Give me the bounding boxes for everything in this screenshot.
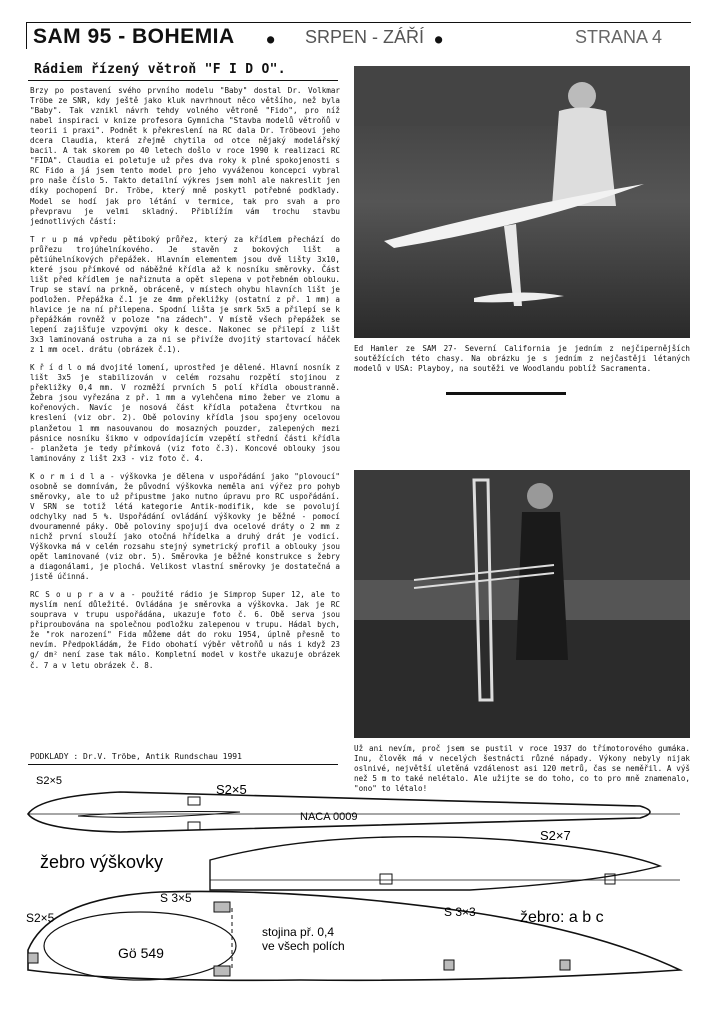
- wing-rib-outline: [28, 891, 680, 980]
- label-s3x3: S 3×3: [444, 905, 476, 919]
- label-elevator-rib: žebro výškovky: [40, 852, 164, 872]
- caption-divider: [446, 392, 566, 395]
- paragraph-souprava: RC S o u p r a v a - použité rádio je Simprop Super 12, ale to myslím není důležité. Ovládána je směrovka a výškovka. Jak je RC souprava v trupu uspořádána, ukazuje foto č. 6. Obě serva jsou připroubována na společnou podložku zalepenou v trupu. Hádal bych, že "rok narození" Fida můžeme dát do roku 1954, úplně přesně to nevím. Předpokládám, že Fido obohatí výběr větroňů u nás i když 23 g/ dm² není zase tak málo. Kompletní model v kostře ukazuje obrázek č. 7 a v letu obrázek č. 8.: [30, 590, 340, 670]
- label-go549: Gö 549: [118, 945, 164, 961]
- photo-caption-1: Ed Hamler ze SAM 27- Severní California je jedním z nejčipernějších soutěžících této chasy. Na obrázku je s jedním z nejčastěji létaných modelů v USA: Playboy, na soutěži ve Woodlandu poblíž Sacramenta.: [354, 344, 690, 374]
- paragraph-intro: Brzy po postavení svého prvního modelu "Baby" dostal Dr. Volkmar Tröbe ze SNR, kdy ještě jako kluk navrhnout něco většího, než byla "Baby". Tak vznikl návrh tehdy volného větroně "Fido", pro níž nabel inspiraci v knize profesora Gymnicha "Stavba modelů větroňů v teorii i praxi". Podnět k překreslení na RC dala Dr. Tröbeovi jeho dcera Claudia, která zřejmě chytila od otce nějaký modelářský bacil. A tak skorem po 40 letech došlo v roce 1990 k realizaci RC "FIDA". Claudia ei poletuje už přes dva roky k plné spokojenosti s RC Fido a já jsem tento model pro jeho vyváženou koncepci vybral pro naše číslo 5. Takto detailní výkres jsem mohl ale nakreslit jen díky pochopení Dr. Tröbe, který mně poskytl potřebné podklady. Model se hodí jak pro létání v termice, tak pro svah a pro převpravu je velmi skladný. Přiblížím vám trochu stavbu jednotlivých částí:: [30, 86, 340, 226]
- bird-icon: ●: [267, 32, 275, 46]
- heading-rule: [28, 80, 338, 81]
- paragraph-kridlo: K ř í d l o má dvojité lomení, uprostřed je dělené. Hlavní nosník z lišt 3x5 je stabilizován v celém rozsahu rozpětí stojinou z překližky 0,4 mm. V rozměží prvních 5 polí křídla oboustranně. Žebra jsou vyřezána z př. 1 mm a vylehčena mimo žeber ve zlomu a kořenových. Navíc je nosová část křídla potažena čtvrtkou na kreslení (viz obr. 2). Obě poloviny křídla jsou spojeny ocelovou planžetou 1 mm nasouvanou do mosazných pouzder, zalepených mezi pásnice nosníku šikmo v odpovídajícím vzepětí střední části křídla - planžeta je tedy přímková (viz foto č.3). Koncové oblouky jsou laminovány z lišt 2x3 - viz foto č. 4.: [30, 363, 340, 463]
- sources-rule: [28, 764, 338, 765]
- paragraph-trup: T r u p má vpředu pětiboký průřez, který za křídlem přechází do průřezu trojúhelníkového. Je stavěn z bokových lišt a pětiúhelníkových přepážek. Hlavním elementem jsou dvě lišty 3x10, které jsou přímkové od náběžné křídla až k nosníku směrovky. Část lišt před křídlem je nařiznuta a opět slepena v potřebném oblouku. Trup se staví na prkně, obráceně, v místech ohybu hlavních lišt je podložen. Přepážka č.1 je ze 4mm překližky (ostatní z př. 1 mm) a hlavice je na ní přilepena. Spodní lišta je smrk 5x5 a přilepí se k přepážkám rovněž v poloze "na zádech". V místě všech přepážek se lepení zajišťuje vzpovými oky k desce. Nakonec se přilepí z lišt 3x3 laminovaná ostruha a za ni se přivíže dvojitý startovací háček z 1 mm ocel. drátu (obrázek č.1).: [30, 234, 340, 355]
- label-rib-abc: žebro: a b c: [520, 909, 604, 926]
- article-heading: Rádiem řízený větroň "F I D O".: [34, 62, 286, 77]
- photo-caption-2: Už ani nevím, proč jsem se pustil v roce 1937 do třímotorového gumáka. Inu, člověk má v necelých šestnácti různé nápady. Výkony nebyly nijak oslnivé, největší uletěná vzdálenost asi 120 metrů, čas se neměřil. A výš než 5 m to také nelétalo. Ale užijte se do toho, co to pro mně znamenalo, "ono" to létalo!: [354, 744, 690, 794]
- label-stojina: stojina př. 0,4: [262, 925, 335, 939]
- article-column: [30, 86, 340, 679]
- label-s2x7: S2×7: [540, 828, 571, 843]
- label-s3x5: S 3×5: [160, 891, 192, 905]
- magazine-title: SAM 95 - BOHEMIA: [33, 25, 235, 48]
- wing-rib-drawing: [0, 770, 710, 1010]
- page-number: STRANA 4: [575, 27, 663, 47]
- photo-glider-man: [354, 66, 690, 338]
- sources-line: PODKLADY : Dr.V. Tröbe, Antik Rundschau 1991: [30, 752, 242, 761]
- label-naca: NACA 0009: [300, 811, 358, 823]
- issue-date: SRPEN - ZÁŘÍ: [305, 27, 425, 47]
- label-s2x5-a: S2×5: [36, 775, 62, 787]
- label-stojina-2: ve všech polích: [262, 939, 345, 953]
- bird-icon: ●: [435, 32, 443, 46]
- page-header: [26, 22, 691, 49]
- label-s2x5-b: S2×5: [216, 782, 247, 797]
- paragraph-kormidla: K o r m i d l a - výškovka je dělena v uspořádání jako "plovoucí" osobně se domnívám, že původní výškovka neměla ani výřez pro pohyb směrovky, ale to už připustme jako nutno úpravu pro RC uspořádání. V SRN se totiž létá kategorie Antik-modifik, kde se povolují odchylky nad 5 %. Uspořádání ovládání výškovky je běžné - pomocí dvouramenné páky. Obě poloviny spojují dva ocelové dráty o 2 mm z nichž první slouží jako otočná hřídelka a druhý drát je vodicí. Výškovka má v celém rozsahu stejný symetrický profil a oblouky jsou opět laminované (viz obr. 5). Směrovka je běžné konstrukce s žebry a diagonálami, je plochá. Velikost vlastní směrovky je dostatečná a jistě účinná.: [30, 471, 340, 582]
- label-s2x5-c: S2×5: [26, 911, 55, 925]
- photo-boy-model: [354, 470, 690, 738]
